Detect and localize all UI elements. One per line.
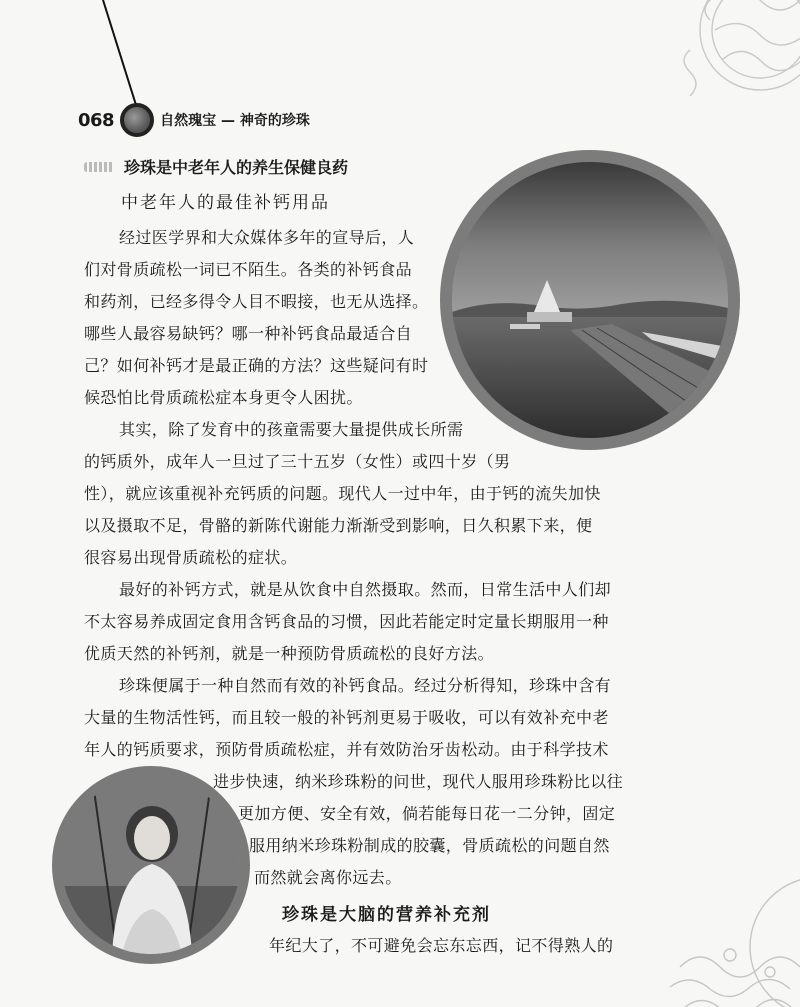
subheading-calcium: 中老年人的最佳补钙用品 xyxy=(121,193,330,213)
page-number: 068 xyxy=(78,109,115,131)
paragraph-line: 优质天然的补钙剂，就是一种预防骨质疏松的良好方法。 xyxy=(84,644,495,663)
section-title xyxy=(84,155,348,178)
paragraph-line: 大量的生物活性钙，而且较一般的补钙剂更易于吸收，可以有效补充中老 xyxy=(84,708,609,727)
paragraph-line: 很容易出现骨质疏松的症状。 xyxy=(84,548,298,567)
paragraph-line: 哪些人最容易缺钙？哪一种补钙食品最适合自 xyxy=(84,324,413,343)
paragraph-line: 不太容易养成固定食用含钙食品的习惯，因此若能定时定量长期服用一种 xyxy=(84,612,609,631)
paragraph-line: 性），就应该重视补充钙质的问题。现代人一过中年，由于钙的流失加快 xyxy=(84,484,601,503)
paragraph-line: 而然就会离你远去。 xyxy=(254,868,402,887)
pier-photo xyxy=(440,150,740,450)
section-title-text: 珍珠是中老年人的养生保健良药 xyxy=(124,158,349,177)
paragraph-line: 其实，除了发育中的孩童需要大量提供成长所需 xyxy=(119,420,464,439)
paragraph-line: 珍珠便属于一种自然而有效的补钙食品。经过分析得知，珍珠中含有 xyxy=(119,676,612,695)
decorative-swirl-top xyxy=(650,0,800,140)
paragraph-line: 的钙质外，成年人一旦过了三十五岁（女性）或四十岁（男 xyxy=(84,452,511,471)
subheading-brain: 珍珠是大脑的营养补充剂 xyxy=(282,905,491,925)
paragraph-line: 服用纳米珍珠粉制成的胶囊，骨质疏松的问题自然 xyxy=(249,836,610,855)
section-marker-icon xyxy=(84,162,114,172)
page-header xyxy=(78,100,310,140)
paragraph-line: 和药剂，已经多得令人目不暇接，也无从选择。 xyxy=(84,292,429,311)
paragraph-line: 己？如何补钙才是最正确的方法？这些疑问有时 xyxy=(84,356,429,375)
woman-on-swing-photo xyxy=(52,766,250,964)
paragraph-line: 年纪大了，不可避免会忘东忘西，记不得熟人的 xyxy=(269,936,614,955)
paragraph-line: 以及摄取不足，骨骼的新陈代谢能力渐渐受到影响，日久积累下来，便 xyxy=(84,516,593,535)
pearl-ball-icon xyxy=(120,103,154,137)
paragraph-line: 经过医学界和大众媒体多年的宣导后，人 xyxy=(119,228,415,247)
paragraph-line: 最好的补钙方式，就是从饮食中自然摄取。然而，日常生活中人们却 xyxy=(119,580,612,599)
paragraph-line: 更加方便、安全有效，倘若能每日花一二分钟，固定 xyxy=(238,804,616,823)
book-title: 自然瑰宝 — 神奇的珍珠 xyxy=(160,113,310,129)
paragraph-line: 进步快速，纳米珍珠粉的问世，现代人服用珍珠粉比以往 xyxy=(213,772,624,791)
paragraph-line: 们对骨质疏松一词已不陌生。各类的补钙食品 xyxy=(84,260,413,279)
decorative-swirl-bottom xyxy=(660,837,800,1007)
paragraph-line: 年人的钙质要求，预防骨质疏松症，并有效防治牙齿松动。由于科学技术 xyxy=(84,740,609,759)
paragraph-line: 候恐怕比骨质疏松症本身更令人困扰。 xyxy=(84,388,363,407)
